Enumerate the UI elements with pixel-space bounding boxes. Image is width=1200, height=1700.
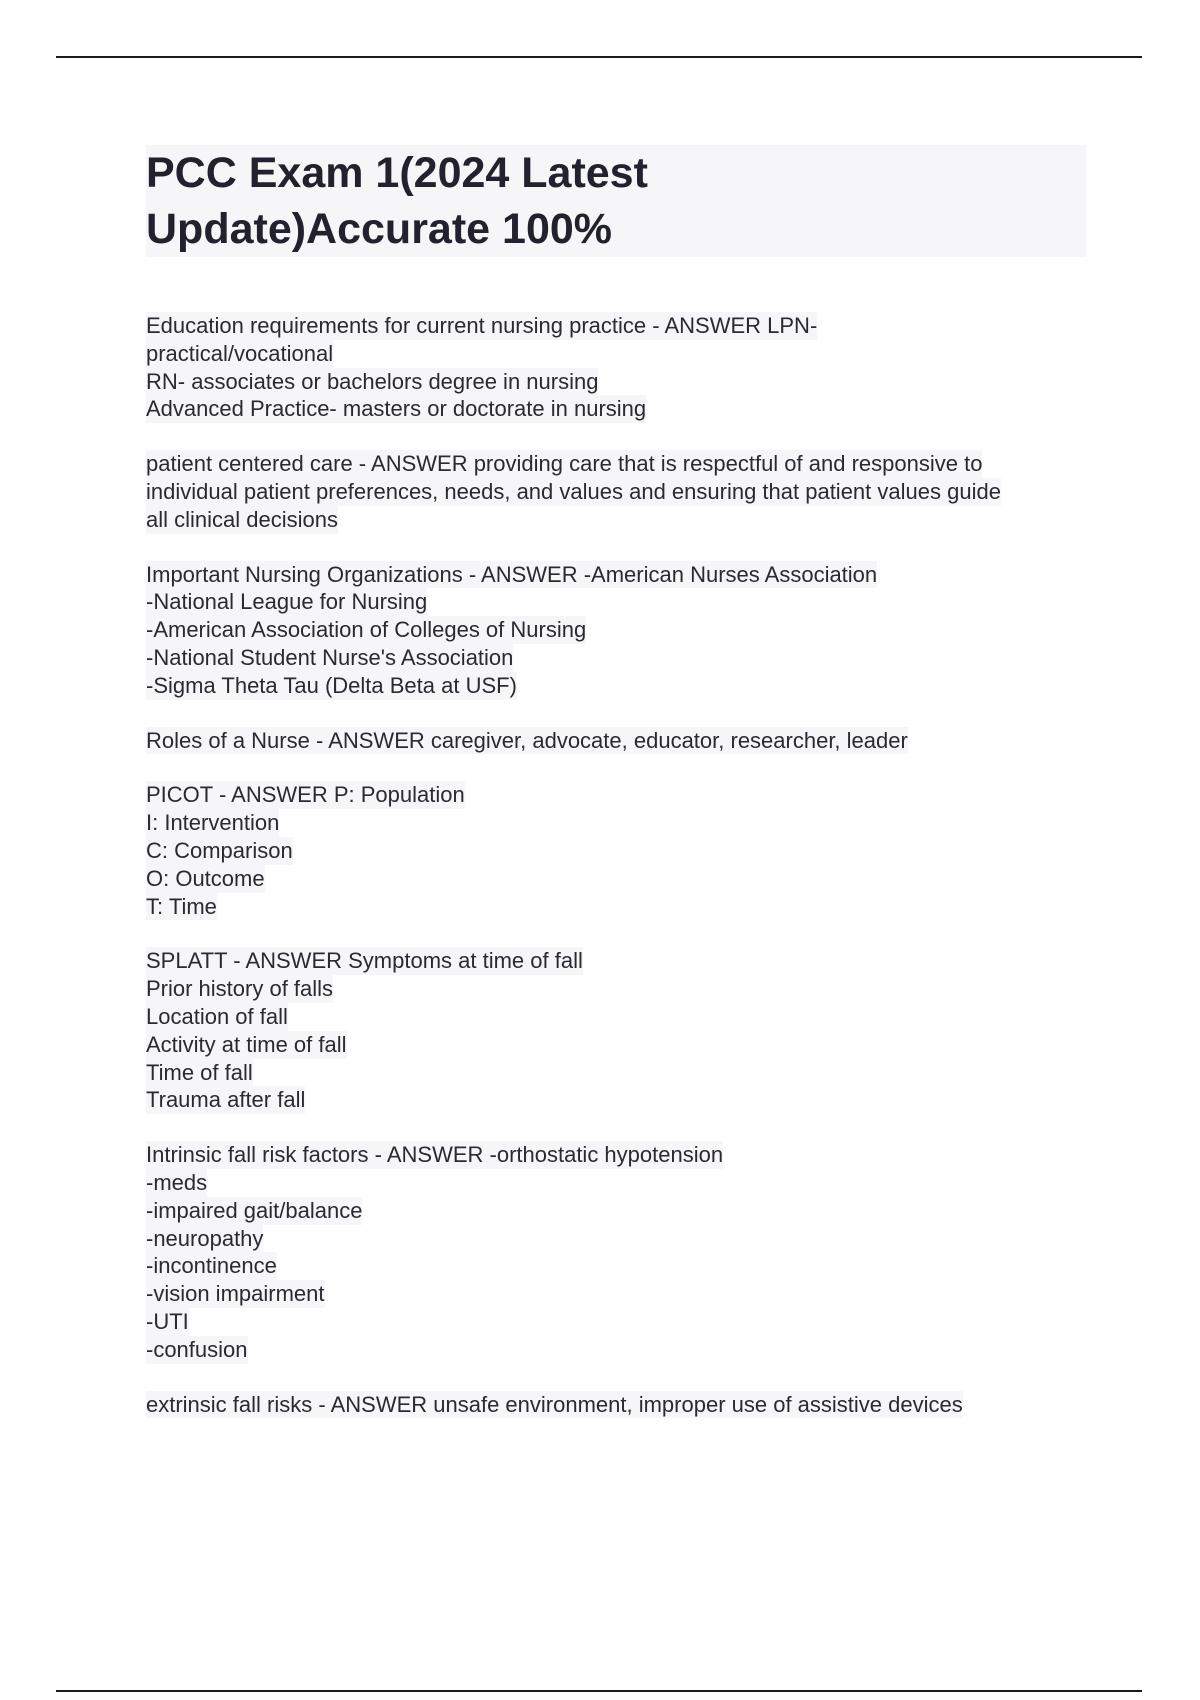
title-block bbox=[146, 145, 1086, 257]
title-line-1: PCC Exam 1(2024 Latest bbox=[146, 149, 648, 197]
qa-line: Intrinsic fall risk factors - ANSWER -orthostatic hypotension bbox=[146, 1142, 724, 1168]
qa-line: -Sigma Theta Tau (Delta Beta at USF) bbox=[146, 672, 517, 698]
qa-item-splatt bbox=[146, 947, 1091, 1114]
title-line-2: Update)Accurate 100% bbox=[146, 205, 613, 253]
qa-line: -National League for Nursing bbox=[146, 589, 428, 615]
qa-item-intrinsic-fall-risk bbox=[146, 1141, 1091, 1363]
qa-line: RN- associates or bachelors degree in nursing bbox=[146, 368, 599, 394]
qa-line: -American Association of Colleges of Nursing bbox=[146, 617, 587, 643]
qa-line: -confusion bbox=[146, 1336, 248, 1362]
qa-line: individual patient preferences, needs, and values and ensuring that patient values guide bbox=[146, 478, 1001, 504]
qa-line: -neuropathy bbox=[146, 1225, 264, 1251]
qa-line: I: Intervention bbox=[146, 810, 280, 836]
qa-item-patient-centered-care bbox=[146, 450, 1091, 533]
qa-line: SPLATT - ANSWER Symptoms at time of fall bbox=[146, 948, 583, 974]
qa-line: patient centered care - ANSWER providing care that is respectful of and responsive to bbox=[146, 451, 983, 477]
qa-line: all clinical decisions bbox=[146, 506, 338, 532]
qa-line: -vision impairment bbox=[146, 1281, 325, 1307]
qa-line: Important Nursing Organizations - ANSWER -American Nurses Association bbox=[146, 561, 878, 587]
bottom-rule bbox=[56, 1690, 1142, 1692]
qa-item-education bbox=[146, 312, 1091, 423]
qa-line: C: Comparison bbox=[146, 837, 293, 863]
qa-line: O: Outcome bbox=[146, 865, 265, 891]
qa-line: Education requirements for current nursing practice - ANSWER LPN- bbox=[146, 313, 818, 338]
qa-line: extrinsic fall risks - ANSWER unsafe environment, improper use of assistive devices bbox=[146, 1391, 963, 1417]
qa-line: practical/vocational bbox=[146, 340, 334, 366]
qa-line: -UTI bbox=[146, 1308, 189, 1334]
qa-line: Activity at time of fall bbox=[146, 1031, 347, 1057]
qa-line: Time of fall bbox=[146, 1059, 253, 1085]
qa-item-nursing-organizations bbox=[146, 561, 1091, 700]
qa-content bbox=[146, 312, 1091, 1445]
qa-line: -incontinence bbox=[146, 1253, 277, 1279]
qa-line: Advanced Practice- masters or doctorate in nursing bbox=[146, 396, 647, 422]
qa-line: Location of fall bbox=[146, 1003, 288, 1029]
qa-line: Roles of a Nurse - ANSWER caregiver, advocate, educator, researcher, leader bbox=[146, 727, 908, 753]
top-rule bbox=[56, 56, 1142, 58]
qa-line: -meds bbox=[146, 1169, 208, 1195]
qa-line: PICOT - ANSWER P: Population bbox=[146, 782, 465, 808]
page-title bbox=[146, 145, 1086, 257]
qa-item-roles-of-nurse bbox=[146, 727, 1091, 755]
qa-line: Trauma after fall bbox=[146, 1087, 306, 1113]
qa-line: Prior history of falls bbox=[146, 976, 334, 1002]
qa-item-extrinsic-fall-risks bbox=[146, 1391, 1091, 1419]
qa-line: -impaired gait/balance bbox=[146, 1197, 363, 1223]
qa-line: -National Student Nurse's Association bbox=[146, 644, 514, 670]
qa-line: T: Time bbox=[146, 893, 217, 919]
qa-item-picot bbox=[146, 781, 1091, 920]
